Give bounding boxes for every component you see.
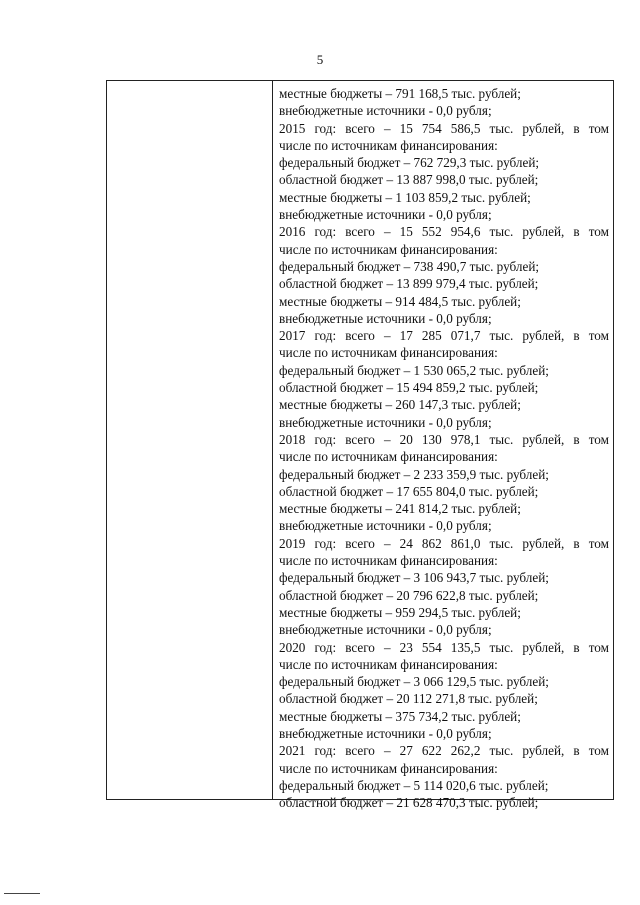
table-text-line: внебюджетные источники - 0,0 рубля; (279, 103, 492, 119)
table-text-line: областной бюджет – 13 887 998,0 тыс. рублей; (279, 172, 539, 188)
table-text-line: местные бюджеты – 241 814,2 тыс. рублей; (279, 501, 521, 517)
table-text-line: местные бюджеты – 914 484,5 тыс. рублей; (279, 293, 521, 309)
table-text-line: 2017 год: всего – 17 285 071,7 тыс. рублей, в том (279, 328, 609, 344)
table-text-line: федеральный бюджет – 1 530 065,2 тыс. рублей; (279, 362, 549, 378)
table-text-line: федеральный бюджет – 762 729,3 тыс. рублей; (279, 155, 540, 171)
table-text-line: числе по источникам финансирования: (279, 449, 498, 465)
footer-rule (4, 893, 40, 894)
table-text-line: внебюджетные источники - 0,0 рубля; (279, 207, 492, 223)
table-text-line: областной бюджет – 20 796 622,8 тыс. рублей; (279, 587, 539, 603)
table-text-line: федеральный бюджет – 3 066 129,5 тыс. рублей; (279, 674, 549, 690)
table-text-line: числе по источникам финансирования: (279, 241, 498, 257)
table-text-line: областной бюджет – 13 899 979,4 тыс. рублей; (279, 276, 539, 292)
table-text-line: местные бюджеты – 375 734,2 тыс. рублей; (279, 708, 521, 724)
table-text-line: 2019 год: всего – 24 862 861,0 тыс. рублей, в том (279, 535, 609, 551)
table-text-line: федеральный бюджет – 5 114 020,6 тыс. рублей; (279, 777, 549, 793)
table-text-line: местные бюджеты – 791 168,5 тыс. рублей; (279, 86, 521, 101)
table-text-line: числе по источникам финансирования: (279, 345, 498, 361)
table-text-line: областной бюджет – 20 112 271,8 тыс. рублей; (279, 691, 538, 707)
table-text-line: 2015 год: всего – 15 754 586,5 тыс. рублей, в том (279, 120, 609, 136)
table-text-line: 2021 год: всего – 27 622 262,2 тыс. рублей, в том (279, 743, 609, 759)
table-text-line: местные бюджеты – 1 103 859,2 тыс. рублей; (279, 189, 531, 205)
table-text-line: 2020 год: всего – 23 554 135,5 тыс. рублей, в том (279, 639, 609, 655)
table-text-line: областной бюджет – 15 494 859,2 тыс. рублей; (279, 380, 539, 396)
table-text-line: внебюджетные источники - 0,0 рубля; (279, 518, 492, 534)
table-left-cell (107, 81, 273, 799)
table-text-line: числе по источникам финансирования: (279, 553, 498, 569)
table-text-line: федеральный бюджет – 738 490,7 тыс. рублей; (279, 258, 540, 274)
table-text-line: федеральный бюджет – 2 233 359,9 тыс. рублей; (279, 466, 549, 482)
table-right-cell (273, 81, 613, 811)
table-text-line: числе по источникам финансирования: (279, 137, 498, 153)
table-text-line: внебюджетные источники - 0,0 рубля; (279, 725, 492, 741)
table-text-line: федеральный бюджет – 3 106 943,7 тыс. рублей; (279, 570, 549, 586)
table-text-line: числе по источникам финансирования: (279, 656, 498, 672)
table-text-line: местные бюджеты – 959 294,5 тыс. рублей; (279, 604, 521, 620)
table-text-line: 2016 год: всего – 15 552 954,6 тыс. рублей, в том (279, 224, 609, 240)
table-text-line: областной бюджет – 17 655 804,0 тыс. рублей; (279, 483, 539, 499)
table-text-line: внебюджетные источники - 0,0 рубля; (279, 414, 492, 430)
table-text-line: числе по источникам финансирования: (279, 760, 498, 776)
page-number: 5 (316, 52, 324, 67)
table-text-line: внебюджетные источники - 0,0 рубля; (279, 310, 492, 326)
table-text-line: областной бюджет – 21 628 470,3 тыс. рублей; (279, 795, 539, 811)
funding-table (106, 80, 614, 811)
table-text-line: 2018 год: всего – 20 130 978,1 тыс. рублей, в том (279, 431, 609, 447)
table-text-line: местные бюджеты – 260 147,3 тыс. рублей; (279, 397, 521, 413)
table-text-line: внебюджетные источники - 0,0 рубля; (279, 622, 492, 638)
